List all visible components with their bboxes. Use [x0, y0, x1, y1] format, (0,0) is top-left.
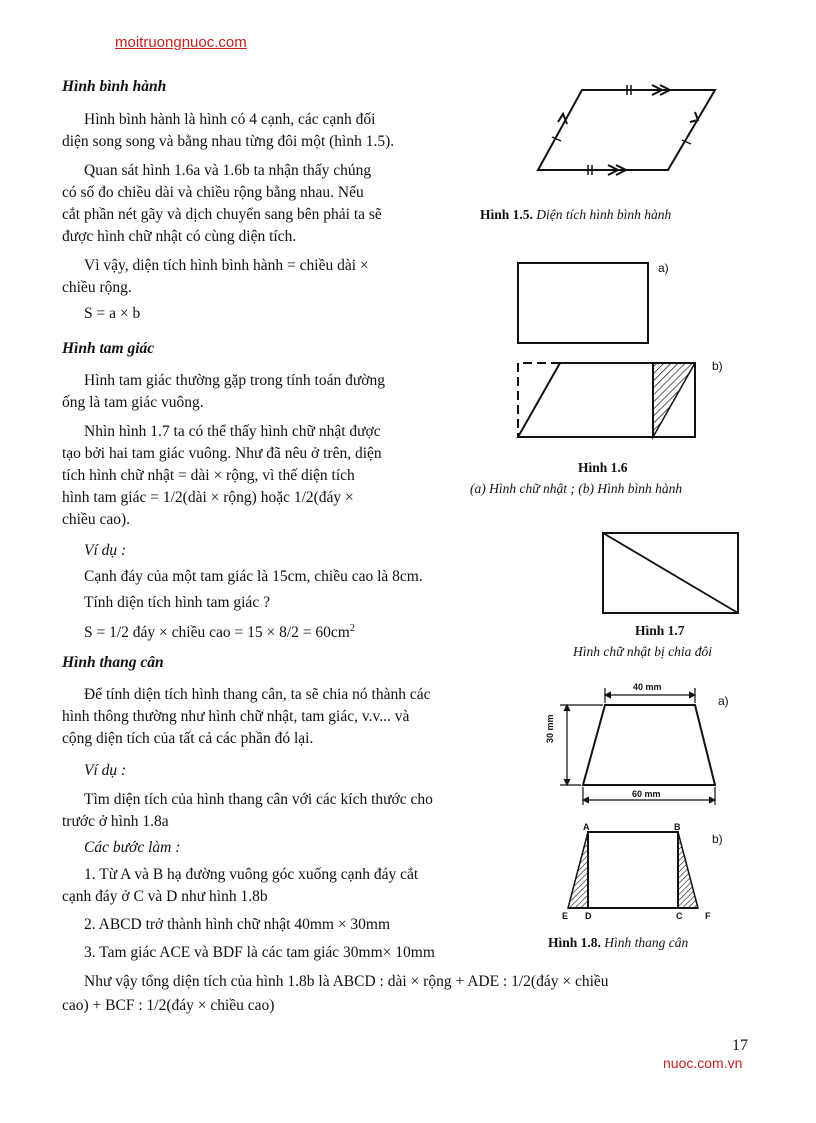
figure-1-7-caption: Hình chữ nhật bị chia đôi	[573, 644, 712, 659]
step-line: cạnh đáy ở C và D như hình 1.8b	[62, 888, 268, 905]
figure-1-6-caption: (a) Hình chữ nhật ; (b) Hình bình hành	[470, 481, 683, 496]
figure-1-7-number	[635, 623, 685, 639]
step-line: 3. Tam giác ACE và BDF là các tam giác 30mm× 10mm	[84, 944, 435, 961]
conclusion-line: cao) + BCF : 1/2(đáy × chiều cao)	[62, 997, 275, 1014]
figure-1-6-number	[578, 460, 628, 476]
point-E: E	[562, 911, 569, 921]
paragraph-line: Hình bình hành là hình có 4 cạnh, các cạnh đối	[84, 111, 376, 128]
example-line: Tìm diện tích của hình thang cân với các kích thước cho	[84, 791, 433, 808]
figure-caption-text: Diện tích hình bình hành	[536, 207, 672, 222]
watermark-top: moitruongnuoc.com	[115, 34, 247, 51]
figure-1-8b	[555, 820, 725, 920]
example-label: Ví dụ :	[84, 542, 127, 559]
paragraph-line: có số đo chiều dài và chiều rộng bằng nhau. Nếu	[62, 184, 364, 201]
paragraph-line: cộng diện tích của tất cả các phần đó lại.	[62, 730, 314, 747]
example-formula	[84, 618, 355, 644]
heading-trapezoid: Hình thang cân	[62, 654, 164, 671]
paragraph-line: ống là tam giác vuông.	[62, 394, 204, 411]
figure-caption-text: Hình thang cân	[604, 935, 689, 950]
paragraph-line: hình thông thường như hình chữ nhật, tam giác, v.v... và	[62, 708, 410, 725]
paragraph-line: cắt phần nét gãy và dịch chuyển sang bên phải ta sẽ	[62, 206, 382, 223]
example-line: Tính diện tích hình tam giác ?	[84, 594, 270, 611]
point-A: A	[583, 822, 590, 832]
page-number: 17	[732, 1037, 748, 1054]
step-line: 2. ABCD trở thành hình chữ nhật 40mm × 30mm	[84, 916, 391, 933]
example-line: Cạnh đáy của một tam giác là 15cm, chiều cao là 8cm.	[84, 568, 423, 585]
formula: S = a × b	[84, 305, 141, 322]
heading-parallelogram: Hình bình hành	[62, 78, 167, 95]
dimension-height: 30 mm	[545, 714, 555, 743]
dimension-top: 40 mm	[633, 682, 662, 692]
figure-number: Hình 1.5.	[480, 207, 533, 222]
paragraph-line: Hình tam giác thường gặp trong tính toán đường	[84, 372, 385, 389]
figure-1-7	[600, 530, 740, 615]
heading-triangle: Hình tam giác	[62, 340, 155, 357]
example-line: trước ở hình 1.8a	[62, 813, 169, 830]
example-label: Ví dụ :	[84, 762, 127, 779]
figure-1-8-caption	[548, 935, 688, 951]
figure-1-6	[510, 255, 730, 445]
paragraph-line: Quan sát hình 1.6a và 1.6b ta nhận thấy chúng	[84, 162, 372, 179]
figure-1-8-label-a: a)	[718, 694, 729, 708]
superscript: 2	[349, 623, 355, 634]
paragraph-line: được hình chữ nhật có cùng diện tích.	[62, 228, 297, 245]
figure-number: Hình 1.7	[635, 623, 685, 638]
example-formula-text: S = 1/2 đáy × chiều cao = 15 × 8/2 = 60cm	[84, 624, 350, 642]
steps-label: Các bước làm :	[84, 839, 181, 856]
paragraph-line: chiều rộng.	[62, 279, 132, 296]
paragraph-line: tích hình chữ nhật = dài × rộng, vì thế diện tích	[62, 467, 355, 484]
figure-1-8-label-b: b)	[712, 832, 723, 846]
paragraph-line: Vì vậy, diện tích hình bình hành = chiều dài ×	[84, 257, 369, 274]
point-C: C	[676, 911, 683, 921]
figure-number: Hình 1.6	[578, 460, 628, 475]
paragraph-line: chiều cao).	[62, 511, 130, 528]
figure-number: Hình 1.8.	[548, 935, 601, 950]
step-line: 1. Từ A và B hạ đường vuông góc xuống cạnh đáy cắt	[84, 866, 419, 883]
paragraph-line: tạo bởi hai tam giác vuông. Như đã nêu ở trên, diện	[62, 445, 382, 462]
conclusion-line: Như vậy tổng diện tích của hình 1.8b là ABCD : dài × rộng + ADE : 1/2(đáy × chiều	[84, 973, 609, 990]
figure-1-5	[530, 80, 730, 180]
watermark-bottom: nuoc.com.vn	[663, 1055, 743, 1071]
paragraph-line: hình tam giác = 1/2(dài × rộng) hoặc 1/2(đáy ×	[62, 489, 354, 506]
point-B: B	[674, 822, 681, 832]
point-F: F	[705, 911, 711, 921]
figure-1-6-label-b: b)	[712, 359, 723, 373]
figure-1-6-label-a: a)	[658, 261, 669, 275]
point-D: D	[585, 911, 592, 921]
paragraph-line: Nhìn hình 1.7 ta có thể thấy hình chữ nhật được	[84, 423, 381, 440]
figure-1-5-caption	[480, 207, 671, 223]
dimension-bottom: 60 mm	[632, 789, 661, 799]
paragraph-line: diện song song và bằng nhau từng đôi một (hình 1.5).	[62, 133, 395, 150]
paragraph-line: Để tính diện tích hình thang cân, ta sẽ chia nó thành các	[84, 686, 431, 703]
